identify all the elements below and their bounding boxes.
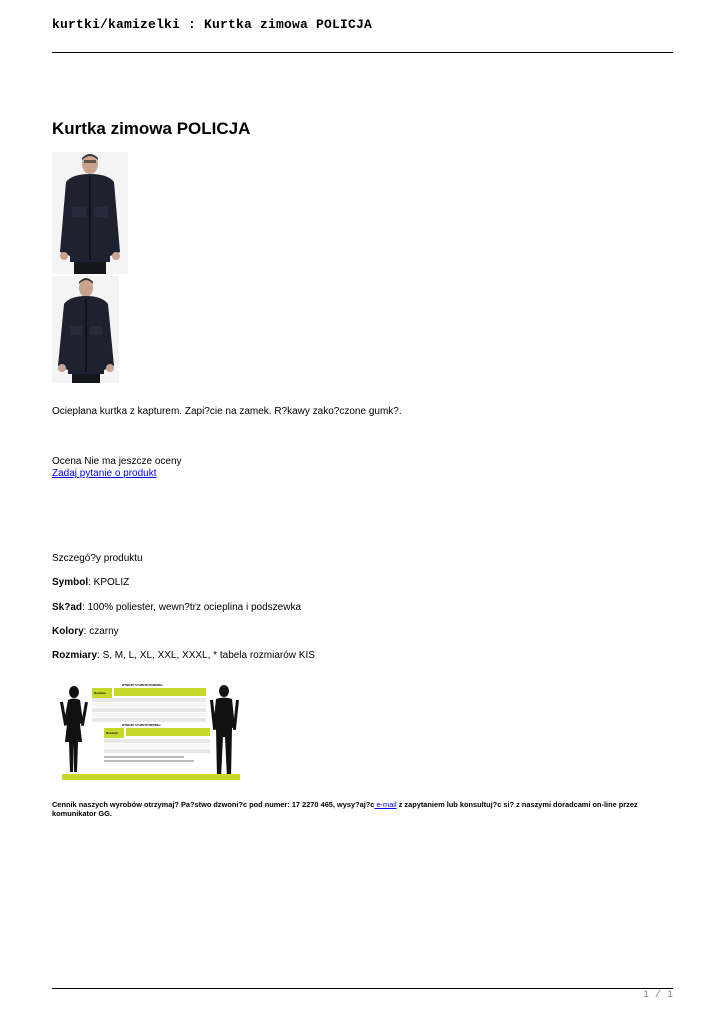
material-value: : 100% poliester, wewn?trz ocieplina i podszewka [82, 602, 302, 613]
email-link[interactable]: e-mail [374, 800, 397, 809]
page-number: 1 / 1 [642, 990, 673, 1001]
sizes-value: : S, M, L, XL, XXL, XXXL, * tabela rozmiarów KIS [97, 650, 315, 661]
contact-note [52, 800, 652, 818]
document-header-title: kurtki/kamizelki : Kurtka zimowa POLICJA [52, 17, 373, 32]
product-photo-angle [52, 276, 119, 383]
ask-question-link[interactable]: Zadaj pytanie o produkt [52, 468, 157, 479]
male-size-label: Rozmiar [106, 731, 118, 735]
male-table-title: WYMIARY SYLWETKI MĘSKIEJ [122, 724, 161, 727]
colors-value: : czarny [83, 626, 119, 637]
rating-text: Ocena Nie ma jeszcze oceny [52, 456, 182, 467]
contact-text-before: Cennik naszych wyrobów otrzymaj? Pa?stwo dzwoni?c pod numer: 17 2270 465, wysy?aj?c [52, 800, 375, 809]
contact-text-after: z zapytaniem lub konsultuj?c si? z naszymi doradcami on-line przez komunikator GG. [52, 800, 638, 818]
material-row [52, 602, 301, 613]
colors-label: Kolory [52, 626, 84, 637]
sizes-label: Rozmiary [52, 650, 98, 661]
product-title: Kurtka zimowa POLICJA [52, 119, 251, 138]
size-chart-graphic [52, 682, 242, 782]
sizes-row [52, 650, 315, 661]
female-table-title: WYMIARY SYLWETKI DAMSKIEJ [122, 684, 163, 687]
header-rule [52, 52, 673, 53]
material-label: Sk?ad [52, 602, 83, 613]
female-size-label: Rozmiar [94, 691, 106, 695]
symbol-label: Symbol [52, 577, 89, 588]
symbol-value: : KPOLIZ [88, 577, 130, 588]
product-description: Ocieplana kurtka z kapturem. Zapi?cie na zamek. R?kawy zako?czone gumk?. [52, 406, 402, 417]
symbol-row [52, 577, 129, 588]
size-chart-image [52, 682, 242, 782]
footer-rule [52, 988, 673, 989]
product-photo-front [52, 152, 128, 274]
colors-row [52, 626, 119, 637]
details-heading: Szczegó?y produktu [52, 553, 143, 564]
